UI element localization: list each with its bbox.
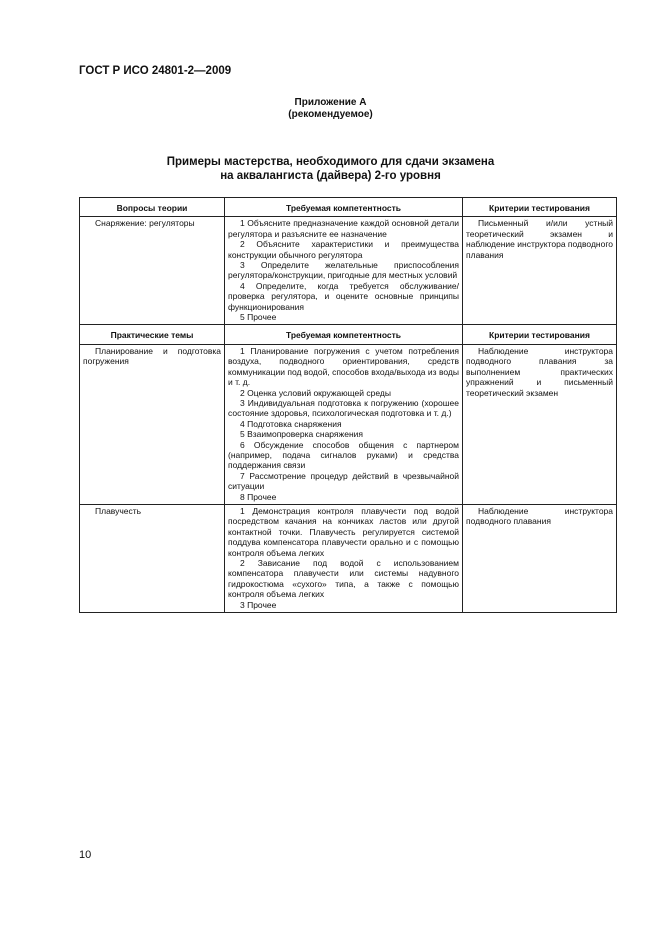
topic-cell <box>80 344 225 504</box>
column-header-competence: Требуемая компетентность <box>225 325 463 344</box>
competence-cell <box>225 344 463 504</box>
criteria-text: Наблюдение инструктора подводного плавания <box>466 505 613 527</box>
competence-item: 2 Оценка условий окружающей среды <box>240 387 391 398</box>
column-header-theory: Вопросы теории <box>80 198 225 217</box>
page-title <box>0 155 661 183</box>
column-header-criteria: Критерии тестирования <box>463 198 617 217</box>
table-row <box>80 344 617 504</box>
competence-item: 3 Прочее <box>240 599 277 610</box>
competence-item: 3 Индивидуальная подготовка к погружению (хорошее состояние здоровья, психологическая подготовка и т. д.) <box>228 397 459 419</box>
criteria-cell <box>463 504 617 612</box>
title-line: Примеры мастерства, необходимого для сдачи экзамена <box>166 156 495 168</box>
competence-item: 5 Взаимопроверка снаряжения <box>240 429 363 440</box>
competence-item: 1 Планирование погружения с учетом потребления воздуха, подводного ориентирования, средств коммуникации под водой, способов входа/выхода из воды и т. д. <box>228 345 459 388</box>
topic-text: Снаряжение: регуляторы <box>95 218 195 229</box>
column-header-competence: Требуемая компетентность <box>225 198 463 217</box>
title-line: на аквалангиста (дайвера) 2-го уровня <box>220 170 441 182</box>
topic-cell <box>80 217 225 325</box>
criteria-cell <box>463 217 617 325</box>
column-header-criteria: Критерии тестирования <box>463 325 617 344</box>
competence-item: 1 Объясните предназначение каждой основной детали регулятора и разъясните ее назначение <box>228 218 459 239</box>
criteria-text: Письменный и/или устный теоретический экзамен и наблюдение инструктора подводного плавания <box>466 218 613 260</box>
competence-item: 3 Определите желательные приспособления регулятора/конструкции, пригодные для местных условий <box>228 260 459 281</box>
table-header-row <box>80 325 617 344</box>
document-code: ГОСТ Р ИСО 24801-2—2009 <box>79 65 232 77</box>
competence-item: 4 Подготовка снаряжения <box>240 418 342 429</box>
competence-item: 2 Объясните характеристики и преимущества конструкции обычного регулятора <box>228 239 459 260</box>
competence-item: 2 Зависание под водой с использованием компенсатора плавучести или системы надувного гидрокостюма «сухого» типа, а также с помощью контроля объема легких <box>228 558 459 600</box>
competence-item: 6 Обсуждение способов общения с партнером (например, подача сигналов руками) и средства поддержания связи <box>228 439 459 471</box>
topic-cell <box>80 504 225 612</box>
competence-cell <box>225 504 463 612</box>
competence-table <box>79 197 617 613</box>
topic-text: Плавучесть <box>95 505 142 516</box>
criteria-text: Наблюдение инструктора подводного плавания за выполнением практических упражнений и письменный теоретический экзамен <box>466 345 613 398</box>
table-row <box>80 217 617 325</box>
criteria-cell <box>463 344 617 504</box>
competence-item: 5 Прочее <box>240 312 277 323</box>
annex-note: (рекомендуемое) <box>288 109 373 120</box>
competence-item: 7 Рассмотрение процедур действий в чрезвычайной ситуации <box>228 470 459 492</box>
table-header-row <box>80 198 617 217</box>
column-header-practice: Практические темы <box>80 325 225 344</box>
annex-heading <box>0 97 661 121</box>
page-number: 10 <box>79 849 92 861</box>
competence-item: 8 Прочее <box>240 491 277 502</box>
table-row <box>80 504 617 612</box>
competence-item: 1 Демонстрация контроля плавучести под водой посредством качания на кончиках ластов или другой контактной точки. Плавучесть регулируется системой поддува компенсатора плавучести орально и с помощью контроля объема легких <box>228 505 459 558</box>
competence-item: 4 Определите, когда требуется обслуживание/проверка регулятора, и оцените основные принципы функционирования <box>228 280 459 312</box>
topic-text: Планирование и подготовка погружения <box>83 345 221 367</box>
annex-title: Приложение А <box>294 97 367 108</box>
competence-cell <box>225 217 463 325</box>
